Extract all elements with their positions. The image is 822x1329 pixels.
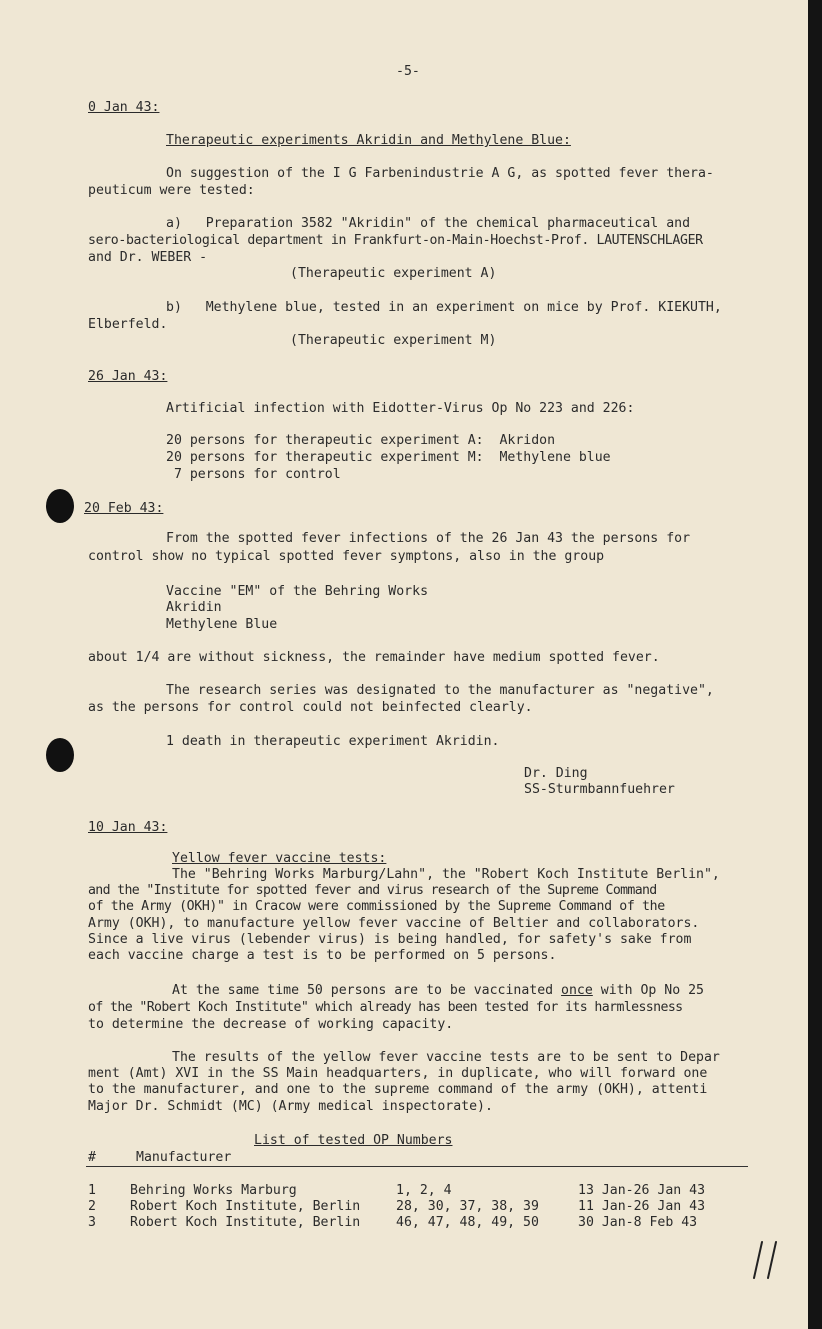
table-header-manufacturer: Manufacturer [136, 1150, 232, 1165]
body-line: 1 death in therapeutic experiment Akridin. [166, 734, 500, 749]
row-number: 2 [88, 1199, 96, 1214]
table-row [88, 1199, 728, 1216]
body-line: Artificial infection with Eidotter-Virus Op No 223 and 226: [166, 401, 635, 416]
body-line: Army (OKH), to manufacture yellow fever vaccine of Beltier and collaborators. [88, 916, 700, 931]
entry-heading: Therapeutic experiments Akridin and Methylene Blue: [166, 133, 571, 148]
body-line: 20 persons for therapeutic experiment M: Methylene blue [166, 450, 611, 465]
body-line: of the "Robert Koch Institute" which already has been tested for its harmlessness [88, 1000, 683, 1015]
body-line: Since a live virus (lebender virus) is being handled, for safety's sake from [88, 932, 692, 947]
body-line: Akridin [166, 600, 222, 615]
body-line: 20 persons for therapeutic experiment A: Akridon [166, 433, 556, 448]
row-op-numbers: 46, 47, 48, 49, 50 [396, 1215, 539, 1230]
body-text: At the same time 50 persons are to be vaccinated [172, 983, 562, 998]
row-number: 1 [88, 1183, 96, 1198]
row-period: 13 Jan-26 Jan 43 [578, 1183, 706, 1198]
table-header-rule [86, 1166, 748, 1167]
body-line: (Therapeutic experiment A) [290, 266, 497, 281]
page-number: -5- [396, 64, 420, 79]
row-op-numbers: 28, 30, 37, 38, 39 [396, 1199, 539, 1214]
row-manufacturer: Robert Koch Institute, Berlin [130, 1215, 361, 1230]
signature-rank: SS-Sturmbannfuehrer [524, 782, 675, 797]
entry-date: 10 Jan 43: [88, 820, 168, 835]
table-header-num: # [88, 1150, 96, 1165]
signature-name: Dr. Ding [524, 766, 588, 781]
body-line: about 1/4 are without sickness, the remainder have medium spotted fever. [88, 650, 660, 665]
body-line: peuticum were tested: [88, 183, 255, 198]
body-line: (Therapeutic experiment M) [290, 333, 497, 348]
body-line [172, 983, 704, 1000]
body-line: control show no typical spotted fever symptons, also in the group [88, 549, 605, 564]
table-row [88, 1215, 728, 1232]
row-manufacturer: Behring Works Marburg [130, 1183, 297, 1198]
row-period: 30 Jan-8 Feb 43 [578, 1215, 698, 1230]
emphasis-once: once [561, 983, 593, 998]
body-line: Vaccine "EM" of the Behring Works [166, 584, 429, 599]
entry-date: 26 Jan 43: [88, 369, 168, 384]
body-line: The results of the yellow fever vaccine tests are to be sent to Depar [172, 1050, 720, 1065]
row-period: 11 Jan-26 Jan 43 [578, 1199, 706, 1214]
body-line: On suggestion of the I G Farbenindustrie A G, as spotted fever thera- [166, 166, 714, 181]
row-number: 3 [88, 1215, 96, 1230]
punch-hole [46, 738, 74, 772]
body-line: as the persons for control could not beinfected clearly. [88, 700, 533, 715]
body-line: The research series was designated to the manufacturer as "negative", [166, 683, 714, 698]
row-manufacturer: Robert Koch Institute, Berlin [130, 1199, 361, 1214]
body-line: sero-bacteriological department in Frankfurt-on-Main-Hoechst-Prof. LAUTENSCHLAGER [88, 233, 703, 248]
body-text: with Op No 25 [592, 983, 704, 998]
entry-date: 0 Jan 43: [88, 100, 160, 115]
body-line: Methylene Blue [166, 617, 278, 632]
body-line: Major Dr. Schmidt (MC) (Army medical inspectorate). [88, 1099, 493, 1114]
table-title: List of tested OP Numbers [254, 1133, 453, 1148]
body-line: of the Army (OKH)" in Cracow were commissioned by the Supreme Command of the [88, 899, 665, 914]
body-line: 7 persons for control [166, 467, 341, 482]
body-line: From the spotted fever infections of the 26 Jan 43 the persons for [166, 531, 691, 546]
entry-heading: Yellow fever vaccine tests: [172, 851, 387, 866]
punch-hole [46, 489, 74, 523]
body-line: to the manufacturer, and one to the supreme command of the army (OKH), attenti [88, 1082, 708, 1097]
entry-date: 20 Feb 43: [84, 501, 164, 516]
table-row [88, 1183, 728, 1200]
body-line: The "Behring Works Marburg/Lahn", the "Robert Koch Institute Berlin", [172, 867, 720, 882]
body-line: and Dr. WEBER - [88, 250, 208, 265]
body-line: ment (Amt) XVI in the SS Main headquarters, in duplicate, who will forward one [88, 1066, 708, 1081]
body-line: a) Preparation 3582 "Akridin" of the chemical pharmaceutical and [166, 216, 691, 231]
body-line: to determine the decrease of working capacity. [88, 1017, 454, 1032]
body-line: Elberfeld. [88, 317, 168, 332]
body-line: b) Methylene blue, tested in an experiment on mice by Prof. KIEKUTH, [166, 300, 722, 315]
body-line: each vaccine charge a test is to be performed on 5 persons. [88, 948, 557, 963]
row-op-numbers: 1, 2, 4 [396, 1183, 452, 1198]
body-line: and the "Institute for spotted fever and virus research of the Supreme Command [88, 883, 657, 898]
handwritten-mark [748, 1240, 784, 1280]
